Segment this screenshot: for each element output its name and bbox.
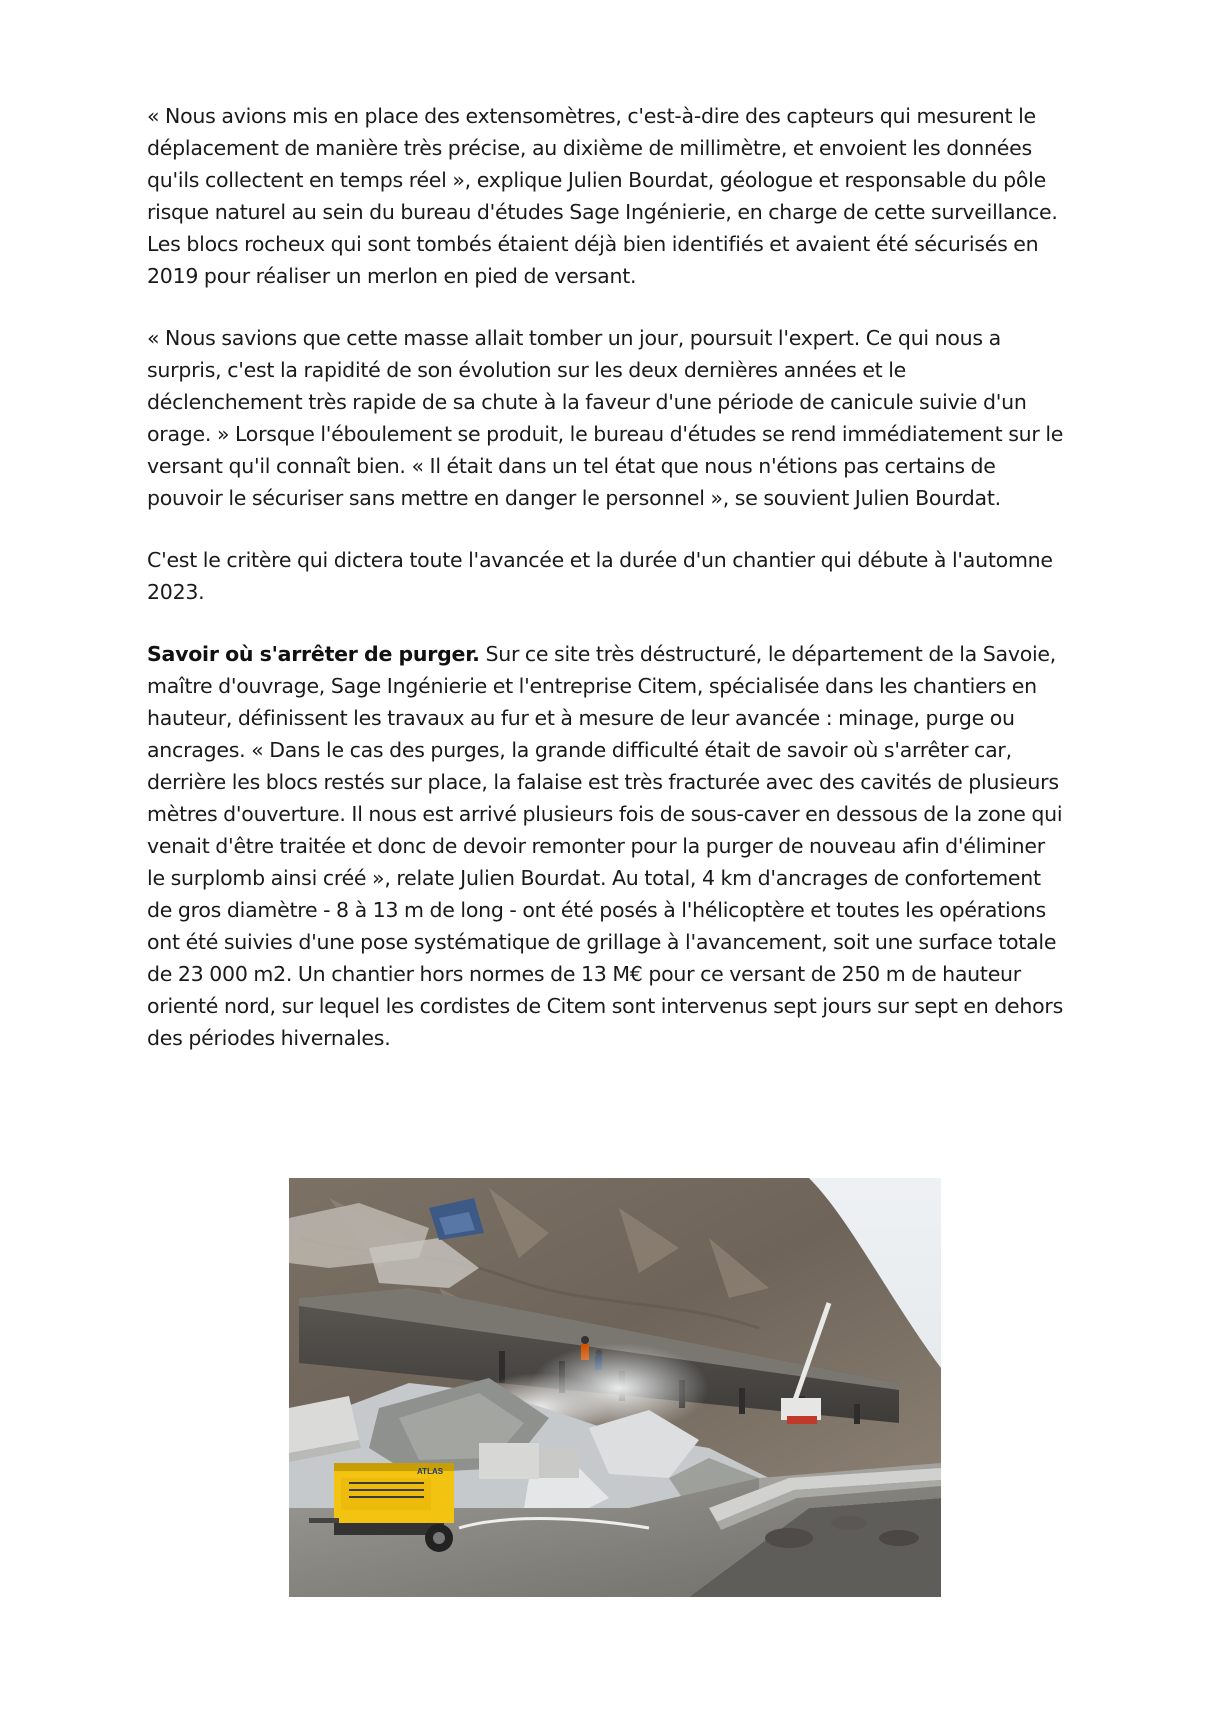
- article-body: [147, 100, 1065, 1084]
- paragraph-3-text: C'est le critère qui dictera toute l'avancée et la durée d'un chantier qui débute à l'automne 2023.: [147, 548, 1053, 604]
- worksite-photo-illustration: [289, 1178, 941, 1597]
- paragraph-1: [147, 100, 1065, 292]
- paragraph-2: [147, 322, 1065, 514]
- paragraph-4: [147, 638, 1065, 1054]
- section-heading-purge: Savoir où s'arrêter de purger.: [147, 642, 480, 666]
- worksite-photo: [289, 1178, 941, 1597]
- compressor-brand-label: ATLAS: [417, 1467, 444, 1476]
- paragraph-3: [147, 544, 1065, 608]
- paragraph-1-text: « Nous avions mis en place des extensomètres, c'est-à-dire des capteurs qui mesurent le déplacement de manière très précise, au dixième de millimètre, et envoient les données qu'ils collectent en temps réel », explique Julien Bourdat, géologue et responsable du pôle risque naturel au sein du bureau d'études Sage Ingénierie, en charge de cette surveillance. Les blocs rocheux qui sont tombés étaient déjà bien identifiés et avaient été sécurisés en 2019 pour réaliser un merlon en pied de versant.: [147, 104, 1058, 288]
- paragraph-2-text: « Nous savions que cette masse allait tomber un jour, poursuit l'expert. Ce qui nous a surpris, c'est la rapidité de son évolution sur les deux dernières années et le déclenchement très rapide de sa chute à la faveur d'une période de canicule suivie d'un orage. » Lorsque l'éboulement se produit, le bureau d'études se rend immédiatement sur le versant qu'il connaît bien. « Il était dans un tel état que nous n'étions pas certains de pouvoir le sécuriser sans mettre en danger le personnel », se souvient Julien Bourdat.: [147, 326, 1064, 510]
- paragraph-4-text: Sur ce site très déstructuré, le département de la Savoie, maître d'ouvrage, Sage Ingénierie et l'entreprise Citem, spécialisée dans les chantiers en hauteur, définissent les travaux au fur et à mesure de leur avancée : minage, purge ou ancrages. « Dans le cas des purges, la grande difficulté était de savoir où s'arrêter car, derrière les blocs restés sur place, la falaise est très fracturée avec des cavités de plusieurs mètres d'ouverture. Il nous est arrivé plusieurs fois de sous-caver en dessous de la zone qui venait d'être traitée et donc de devoir remonter pour la purger de nouveau afin d'éliminer le surplomb ainsi créé », relate Julien Bourdat. Au total, 4 km d'ancrages de confortement de gros diamètre - 8 à 13 m de long - ont été posés à l'hélicoptère et toutes les opérations ont été suivies d'une pose systématique de grillage à l'avancement, soit une surface totale de 23 000 m2. Un chantier hors normes de 13 M€ pour ce versant de 250 m de hauteur orienté nord, sur lequel les cordistes de Citem sont intervenus sept jours sur sept en dehors des périodes hivernales.: [147, 642, 1064, 1050]
